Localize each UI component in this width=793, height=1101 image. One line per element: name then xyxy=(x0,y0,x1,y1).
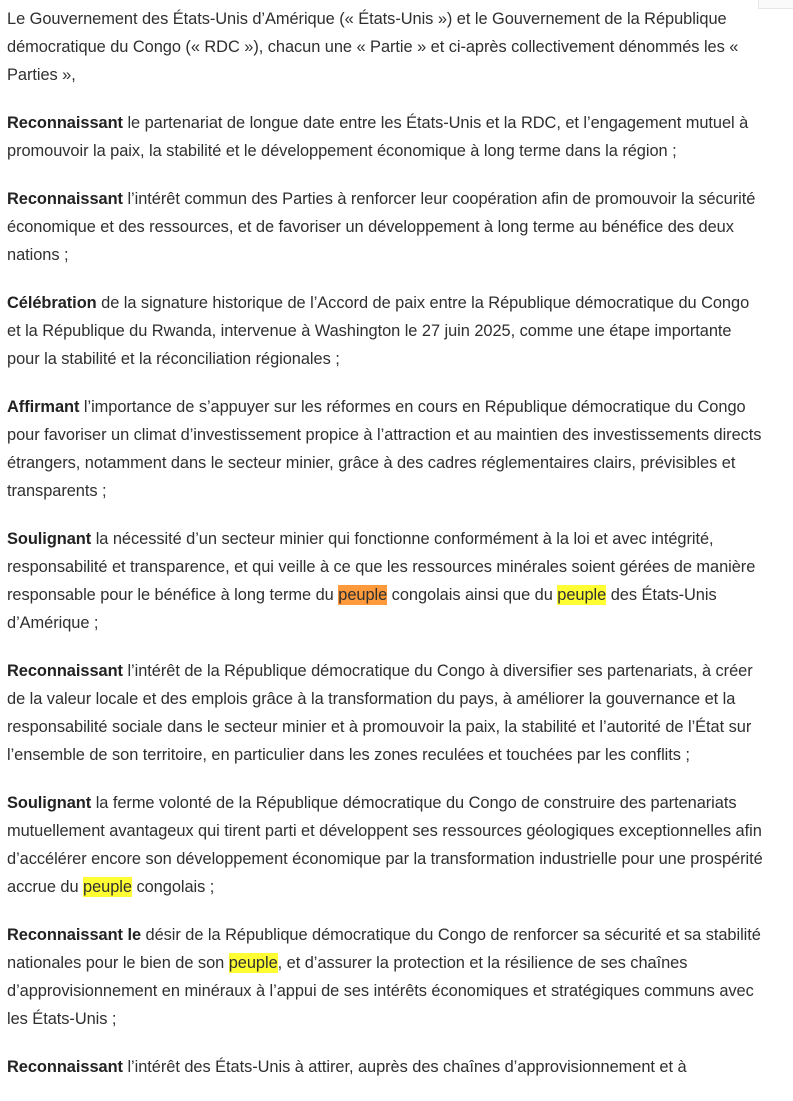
document-body xyxy=(7,5,767,1101)
highlighted-word: peuple xyxy=(228,954,278,972)
paragraph-celebration xyxy=(7,289,767,373)
paragraph-text: , et d’assurer la protection et la résilience de ses chaînes d’approvisionnement en minéraux à l’appui de ses intérêts économiques et stratégiques communs avec les États-Unis ; xyxy=(7,954,754,1028)
paragraph-lead: Reconnaissant xyxy=(7,114,123,132)
paragraph-preamble xyxy=(7,5,767,89)
paragraph-lead: Soulignant xyxy=(7,794,92,812)
paragraph-lead: Soulignant xyxy=(7,530,92,548)
paragraph-lead: Reconnaissant le xyxy=(7,926,142,944)
highlighted-word-current: peuple xyxy=(338,586,388,604)
paragraph-text: de la signature historique de l’Accord de paix entre la République démocratique du Congo et la République du Rwanda, intervenue à Washington le 27 juin 2025, comme une étape importante pour la stabilité et la réconciliation régionales ; xyxy=(7,294,750,368)
paragraph-lead: Affirmant xyxy=(7,398,80,416)
paragraph-text: la ferme volonté de la République démocratique du Congo de construire des partenariats mutuellement avantageux qui tirent parti et développent ses ressources géologiques exceptionnelles afin d’accélérer encore son développement économique par la transformation industrielle pour une prospérité accrue du xyxy=(7,794,763,896)
paragraph-text: congolais ainsi que du xyxy=(387,586,558,604)
paragraph-soulignant-2 xyxy=(7,789,767,901)
paragraph-lead: Reconnaissant xyxy=(7,662,123,680)
paragraph-text: la nécessité d’un secteur minier qui fonctionne conformément à la loi et avec intégrité, responsabilité et transparence, et qui veille à ce que les ressources minérales soient gérées de manière responsable pour le bénéfice à long terme du xyxy=(7,530,756,604)
paragraph-text: le partenariat de longue date entre les États-Unis et la RDC, et l’engagement mutuel à promouvoir la paix, la stabilité et le développement économique à long terme dans la région ; xyxy=(7,114,749,160)
paragraph-text: l’intérêt commun des Parties à renforcer leur coopération afin de promouvoir la sécurité économique et des ressources, et de favoriser un développement à long terme au bénéfice des deux nations ; xyxy=(7,190,756,264)
paragraph-affirmant xyxy=(7,393,767,505)
paragraph-lead: Reconnaissant xyxy=(7,1058,123,1076)
paragraph-reconnaissant-5-cut xyxy=(7,1053,767,1081)
paragraph-text: des États-Unis d’Amérique ; xyxy=(7,586,717,632)
highlighted-word: peuple xyxy=(83,878,132,896)
paragraph-reconnaissant-1 xyxy=(7,109,767,165)
paragraph-reconnaissant-4 xyxy=(7,921,767,1033)
paragraph-text: l’intérêt des États-Unis à attirer, auprès des chaînes d’approvisionnement et à xyxy=(122,1058,687,1076)
paragraph-text: désir de la République démocratique du Congo de renforcer sa sécurité et sa stabilité nationales pour le bien de son xyxy=(7,926,761,972)
paragraph-lead: Reconnaissant xyxy=(7,190,123,208)
paragraph-text: l’intérêt de la République démocratique du Congo à diversifier ses partenariats, à créer de la valeur locale et des emplois grâce à la transformation du pays, à améliorer la gouvernance et la responsabilité sociale dans le secteur minier et à promouvoir la paix, la stabilité et l’autorité de l’État sur l’ensemble de son territoire, en particulier dans les zones reculées et touchées par les conflits ; xyxy=(7,662,753,764)
paragraph-text: l’importance de s’appuyer sur les réformes en cours en République démocratique du Congo pour favoriser un climat d’investissement propice à l’attraction et au maintien des investissements directs étrangers, notamment dans le secteur minier, grâce à des cadres réglementaires clairs, prévisibles et transparents ; xyxy=(7,398,762,500)
paragraph-reconnaissant-2 xyxy=(7,185,767,269)
paragraph-lead: Célébration xyxy=(7,294,97,312)
paragraph-text: congolais ; xyxy=(131,878,215,896)
paragraph-reconnaissant-3 xyxy=(7,657,767,769)
paragraph-text: Le Gouvernement des États-Unis d’Amérique (« États-Unis ») et le Gouvernement de la République démocratique du Congo (« RDC »), chacun une « Partie » et ci-après collectivement dénommés les « Parties », xyxy=(7,10,739,84)
highlighted-word: peuple xyxy=(557,586,607,604)
paragraph-soulignant-1 xyxy=(7,525,767,637)
